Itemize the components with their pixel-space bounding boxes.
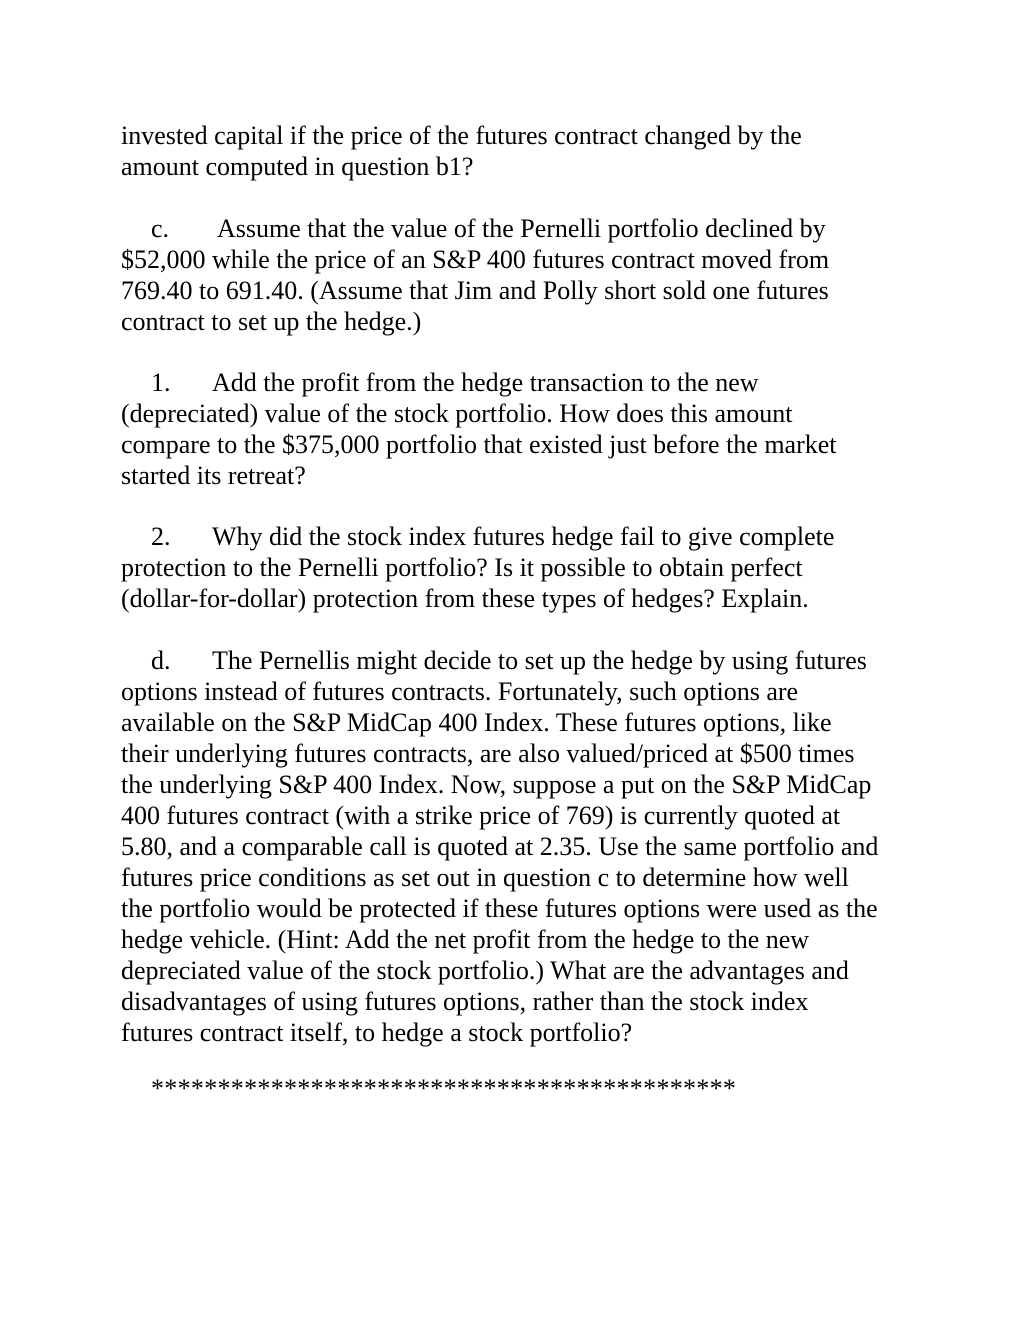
item-marker: 1. (151, 368, 171, 397)
text-line-body: Why did the stock index futures hedge fail to give complete (212, 522, 835, 551)
item-marker: c. (151, 214, 170, 243)
text-line (121, 645, 911, 676)
item-marker: 2. (151, 522, 171, 551)
paragraph-question-d (121, 645, 911, 1048)
text-line (121, 367, 911, 398)
text-line: options instead of futures contracts. Fortunately, such options are (121, 677, 799, 706)
text-line: 5.80, and a comparable call is quoted at 2.35. Use the same portfolio and (121, 832, 879, 861)
text-line: available on the S&P MidCap 400 Index. These futures options, like (121, 708, 832, 737)
text-line-body: Add the profit from the hedge transaction to the new (212, 368, 759, 397)
text-line: depreciated value of the stock portfolio.) What are the advantages and (121, 956, 849, 985)
text-line: futures price conditions as set out in question c to determine how well (121, 863, 849, 892)
text-line: the portfolio would be protected if these futures options were used as the (121, 894, 878, 923)
item-marker: d. (151, 646, 171, 675)
paragraph-intro (121, 120, 911, 182)
text-line: hedge vehicle. (Hint: Add the net profit from the hedge to the new (121, 925, 810, 954)
text-line-body: Assume that the value of the Pernelli portfolio declined by (217, 214, 826, 243)
text-line-body: The Pernellis might decide to set up the hedge by using futures (212, 646, 867, 675)
text-line: (dollar-for-dollar) protection from these types of hedges? Explain. (121, 584, 809, 613)
separator-asterisks: ******************************************** (151, 1074, 737, 1103)
text-line: protection to the Pernelli portfolio? Is it possible to obtain perfect (121, 553, 803, 582)
text-line: 769.40 to 691.40. (Assume that Jim and Polly short sold one futures (121, 276, 829, 305)
text-line: futures contract itself, to hedge a stock portfolio? (121, 1018, 633, 1047)
text-line: the underlying S&P 400 Index. Now, suppose a put on the S&P MidCap (121, 770, 872, 799)
text-line: started its retreat? (121, 461, 306, 490)
paragraph-question-c (121, 213, 911, 337)
text-line (121, 213, 911, 244)
text-line: compare to the $375,000 portfolio that existed just before the market (121, 430, 837, 459)
text-line (121, 521, 911, 552)
paragraph-question-c2 (121, 521, 911, 614)
text-line: $52,000 while the price of an S&P 400 futures contract moved from (121, 245, 830, 274)
text-line: 400 futures contract (with a strike price of 769) is currently quoted at (121, 801, 841, 830)
text-line: invested capital if the price of the futures contract changed by the (121, 121, 802, 150)
text-line: (depreciated) value of the stock portfolio. How does this amount (121, 399, 793, 428)
text-line: disadvantages of using futures options, rather than the stock index (121, 987, 809, 1016)
paragraph-question-c1 (121, 367, 911, 491)
text-line: contract to set up the hedge.) (121, 307, 422, 336)
text-line: their underlying futures contracts, are also valued/priced at $500 times (121, 739, 855, 768)
text-line: amount computed in question b1? (121, 152, 474, 181)
